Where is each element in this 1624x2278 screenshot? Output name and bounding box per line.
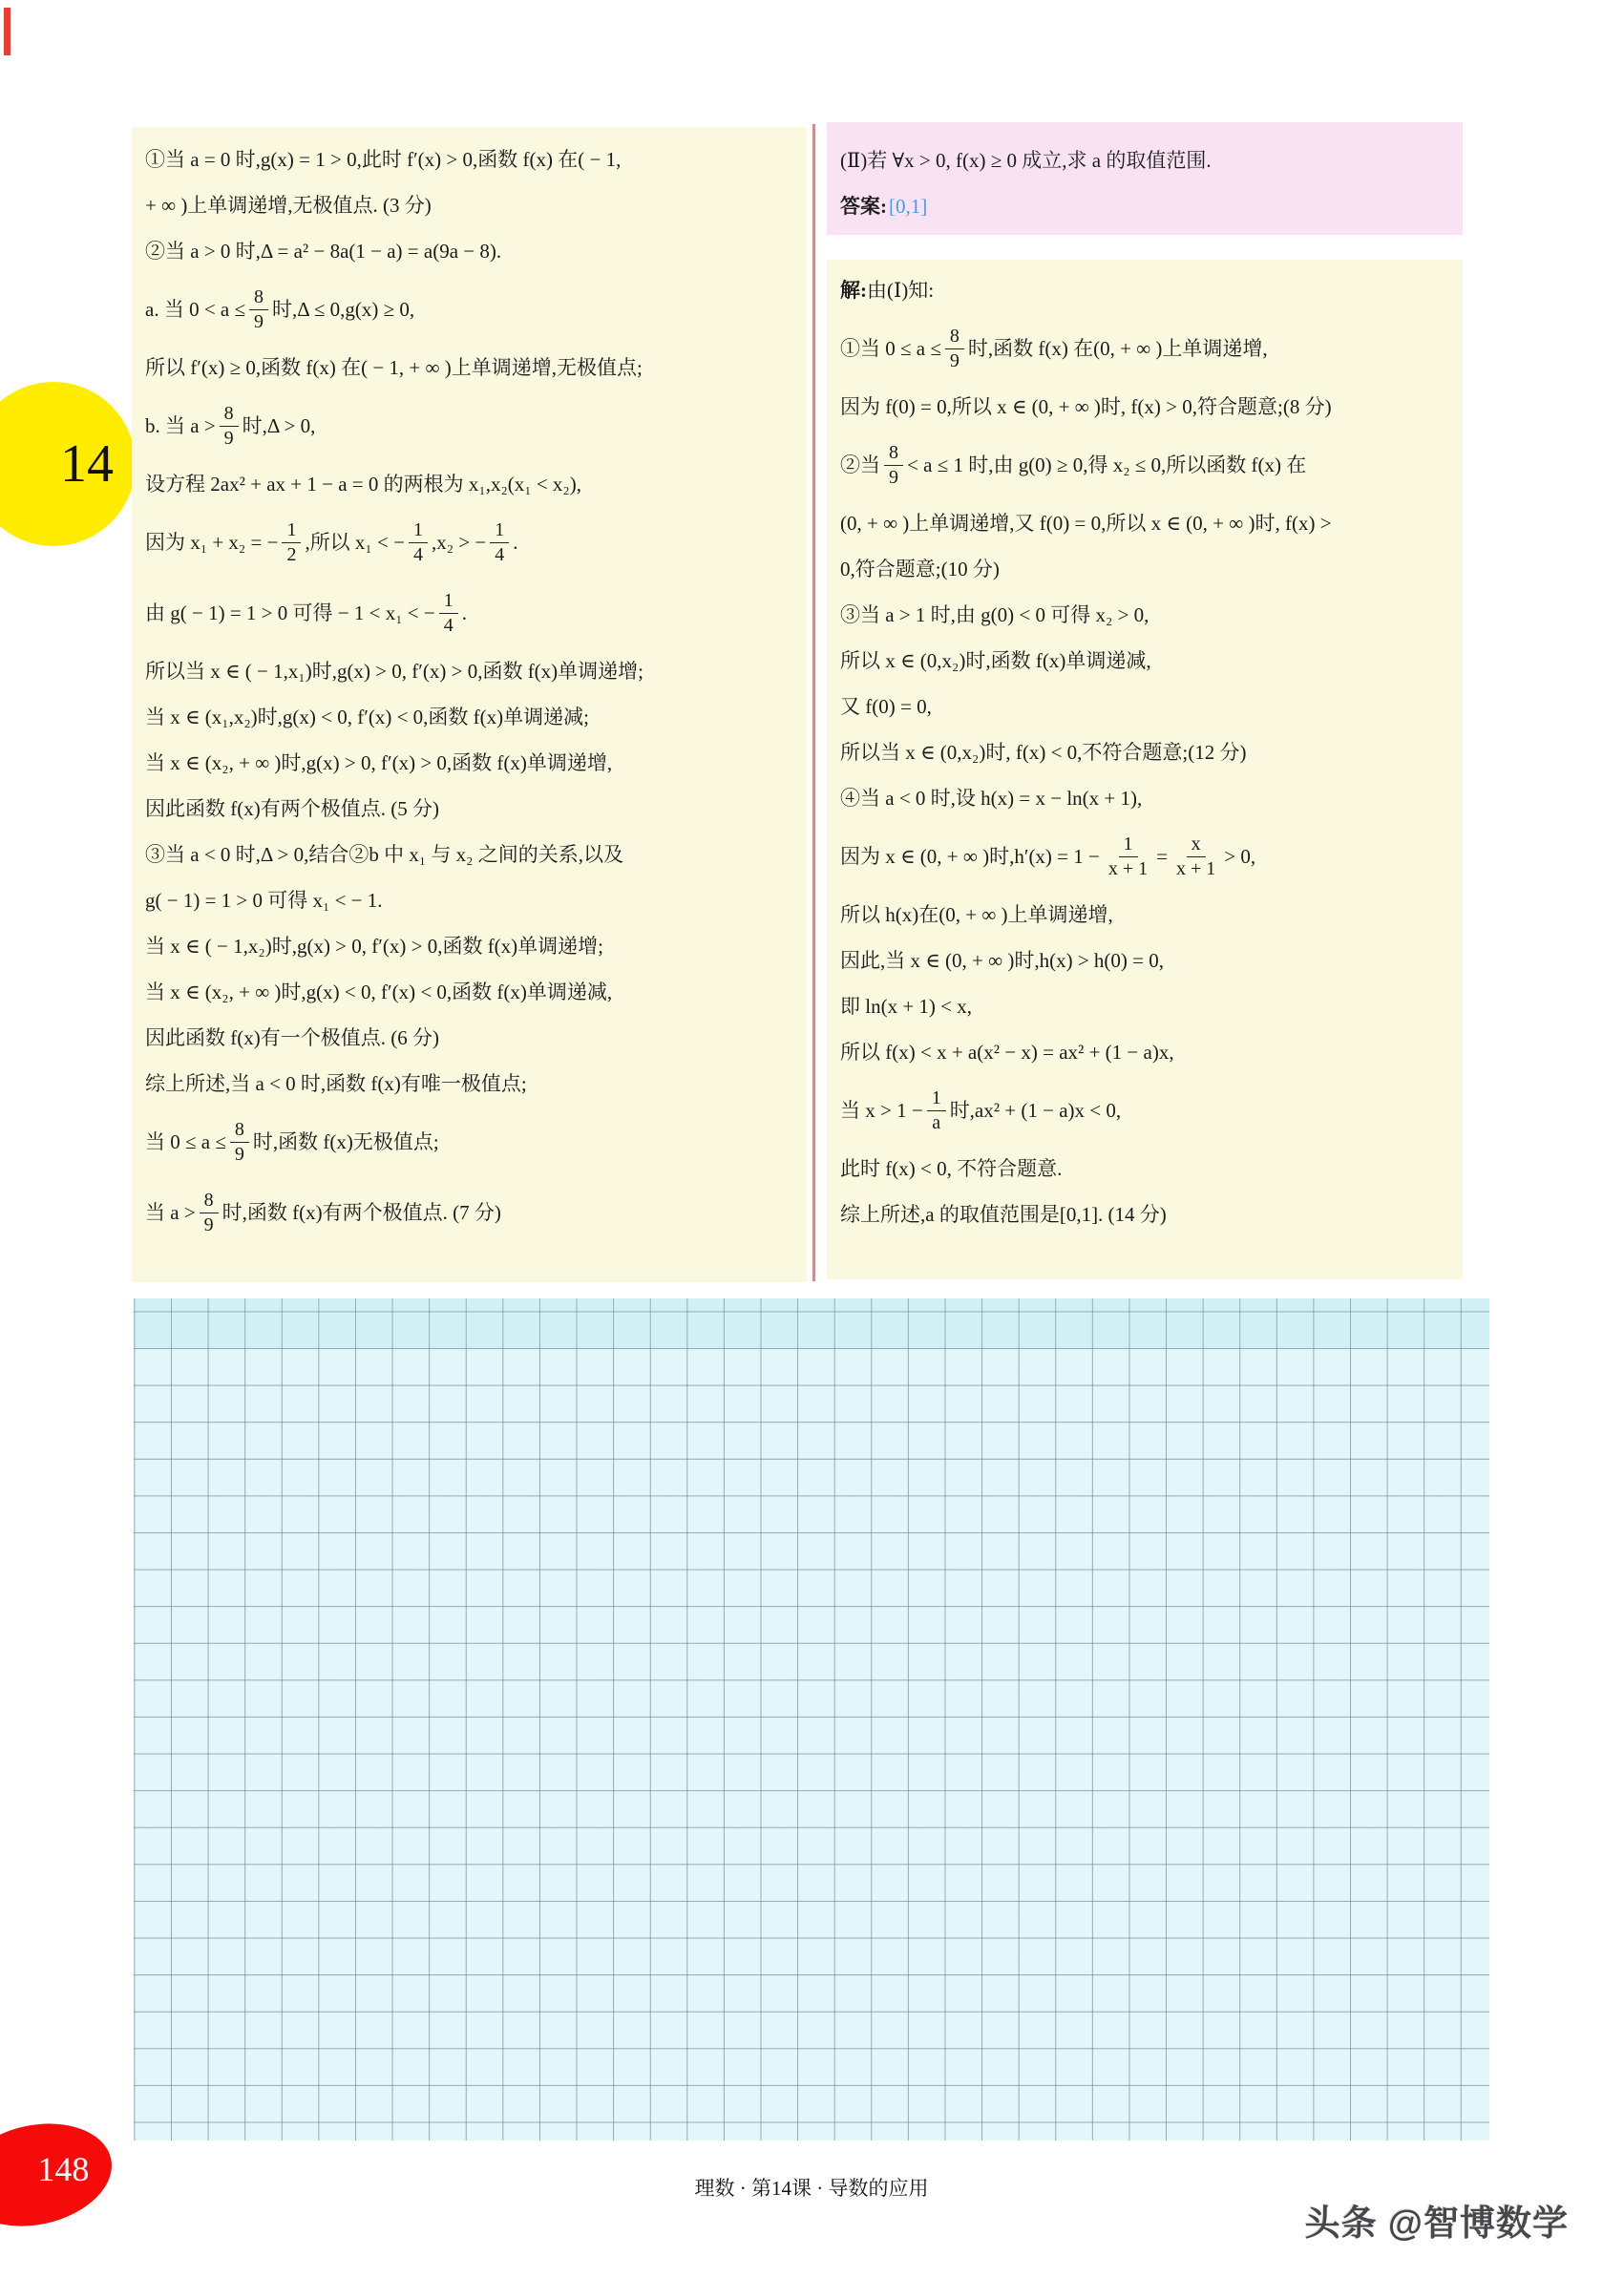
text-line: 所以 h(x)在(0, + ∞ )上单调递增, [840,902,1113,926]
text-line: 综上所述,a 的取值范围是[0,1]. (14 分) [840,1202,1167,1226]
text-line: 因此,当 x ∈ (0, + ∞ )时,h(x) > h(0) = 0, [840,948,1165,972]
text-line: ②当 $\frac{8}{9}$ < a ≤ 1 时,由 g(0) ≥ 0,得 x₂ ≤ 0,所以函数 f(x) 在 [840,442,1307,488]
text-line: 当 0 ≤ a ≤ $\frac{8}{9}$ 时,函数 f(x)无极值点; [145,1119,439,1165]
text-line: 由 g( − 1) = 1 > 0 可得 − 1 < x₁ < − $\frac{1}{4}$ . [145,590,467,636]
answer-label: 答案: [840,194,887,218]
lesson-number: 14 [60,434,114,494]
text-line: 所以 x ∈ (0,x₂)时,函数 f(x)单调递减, [840,648,1151,672]
text-line: 所以当 x ∈ ( − 1,x₁)时,g(x) > 0, f′(x) > 0,函数 f(x)单调递增; [145,659,644,683]
text-line: 所以 f(x) < x + a(x² − x) = ax² + (1 − a)x, [840,1040,1174,1064]
text-line: g( − 1) = 1 > 0 可得 x₁ < − 1. [145,888,383,912]
lesson-number-badge [0,382,136,546]
grid-top-band [134,1298,1489,1348]
text-line: ③当 a < 0 时,Δ > 0,结合②b 中 x₁ 与 x₂ 之间的关系,以及 [145,842,623,866]
text-line: 综上所述,当 a < 0 时,函数 f(x)有唯一极值点; [145,1071,527,1095]
solution-label: 解: [840,278,867,302]
text-line: (0, + ∞ )上单调递增,又 f(0) = 0,所以 x ∈ (0, + ∞ )时, f(x) > [840,511,1332,535]
fraction: $\frac{1}{4}$ [439,590,458,636]
fraction: $\frac{1}{a}$ [927,1087,946,1133]
text-line: 因为 x ∈ (0, + ∞ )时,h′(x) = 1 − $\frac{1}{x + 1}$ = $\frac{x}{x + 1}$ > 0, [840,833,1256,879]
solution-intro-text: 由(Ⅰ)知: [867,278,935,302]
text-line: ④当 a < 0 时,设 h(x) = x − ln(x + 1), [840,786,1143,810]
answer-value: [0,1] [889,194,928,218]
answer-line [840,183,1453,229]
fraction: $\frac{8}{9}$ [249,286,268,332]
solution-intro-line [840,267,1453,313]
fraction: $\frac{8}{9}$ [884,442,903,488]
left-solution-panel [132,127,807,1282]
right-solution-panel [827,260,1463,1279]
fraction: $\frac{8}{9}$ [220,403,239,449]
text-line: 即 ln(x + 1) < x, [840,994,973,1018]
text-line: 当 x ∈ (x₁,x₂)时,g(x) < 0, f′(x) < 0,函数 f(x)单调递减; [145,705,589,728]
answer-grid [134,1298,1489,2141]
text-line: b. 当 a > $\frac{8}{9}$ 时,Δ > 0, [145,403,316,449]
text-line: ②当 a > 0 时,Δ = a² − 8a(1 − a) = a(9a − 8). [145,239,502,263]
column-divider [812,124,815,1281]
fraction: $\frac{1}{2}$ [282,519,301,565]
fraction: $\frac{1}{4}$ [490,519,509,565]
text-line: 0,符合题意;(10 分) [840,557,1000,580]
text-line: 因此函数 f(x)有一个极值点. (6 分) [145,1025,439,1049]
fraction: $\frac{8}{9}$ [945,326,964,371]
text-line: 当 x ∈ ( − 1,x₂)时,g(x) > 0, f′(x) > 0,函数 f(x)单调递增; [145,934,604,958]
question-box [827,122,1463,235]
text-line: 此时 f(x) < 0, 不符合题意. [840,1156,1063,1180]
text-line: 因此函数 f(x)有两个极值点. (5 分) [145,796,439,820]
text-line: ③当 a > 1 时,由 g(0) < 0 可得 x₂ > 0, [840,602,1149,626]
text-line: 当 x > 1 − $\frac{1}{a}$ 时,ax² + (1 − a)x < 0, [840,1087,1122,1133]
text-line: a. 当 0 < a ≤ $\frac{8}{9}$ 时,Δ ≤ 0,g(x) ≥ 0, [145,286,415,332]
fraction: $\frac{1}{x + 1}$ [1107,833,1149,879]
fraction: $\frac{x}{x + 1}$ [1176,833,1216,879]
text-line: 当 a > $\frac{8}{9}$ 时,函数 f(x)有两个极值点. (7 分) [145,1190,501,1235]
text-line: 又 f(0) = 0, [840,694,932,718]
fraction: $\frac{8}{9}$ [230,1119,249,1165]
corner-red-mark [4,8,11,55]
text-line: 当 x ∈ (x₂, + ∞ )时,g(x) < 0, f′(x) < 0,函数 f(x)单调递减, [145,980,613,1003]
text-line: 因为 x₁ + x₂ = − $\frac{1}{2}$ ,所以 x₁ < − $\frac{1}{4}$ ,x₂ > − $\frac{1}{4}$ . [145,519,518,565]
text-line: 设方程 2ax² + ax + 1 − a = 0 的两根为 x₁,x₂(x₁ < x₂), [145,472,581,496]
page-number: 148 [37,2149,90,2188]
fraction: $\frac{8}{9}$ [200,1190,219,1235]
text-line: ①当 a = 0 时,g(x) = 1 > 0,此时 f′(x) > 0,函数 f(x) 在( − 1, [145,147,622,171]
text-line: 所以当 x ∈ (0,x₂)时, f(x) < 0,不符合题意;(12 分) [840,740,1247,764]
text-line: ①当 0 ≤ a ≤ $\frac{8}{9}$ 时,函数 f(x) 在(0, + ∞ )上单调递增, [840,326,1268,371]
text-line: + ∞ )上单调递增,无极值点. (3 分) [145,193,432,217]
fraction: $\frac{1}{4}$ [409,519,428,565]
text-line: 因为 f(0) = 0,所以 x ∈ (0, + ∞ )时, f(x) > 0,符合题意;(8 分) [840,394,1332,418]
page-number-badge [0,2110,121,2239]
question-text: (Ⅱ)若 ∀x > 0, f(x) ≥ 0 成立,求 a 的取值范围. [840,148,1212,172]
text-line: 所以 f′(x) ≥ 0,函数 f(x) 在( − 1, + ∞ )上单调递增,无极值点; [145,355,643,379]
text-line: 当 x ∈ (x₂, + ∞ )时,g(x) > 0, f′(x) > 0,函数 f(x)单调递增, [145,750,613,774]
footer-text: 理数 · 第14课 · 导数的应用 [694,2177,929,2200]
watermark: 头条 @智博数学 [1304,2204,1569,2243]
